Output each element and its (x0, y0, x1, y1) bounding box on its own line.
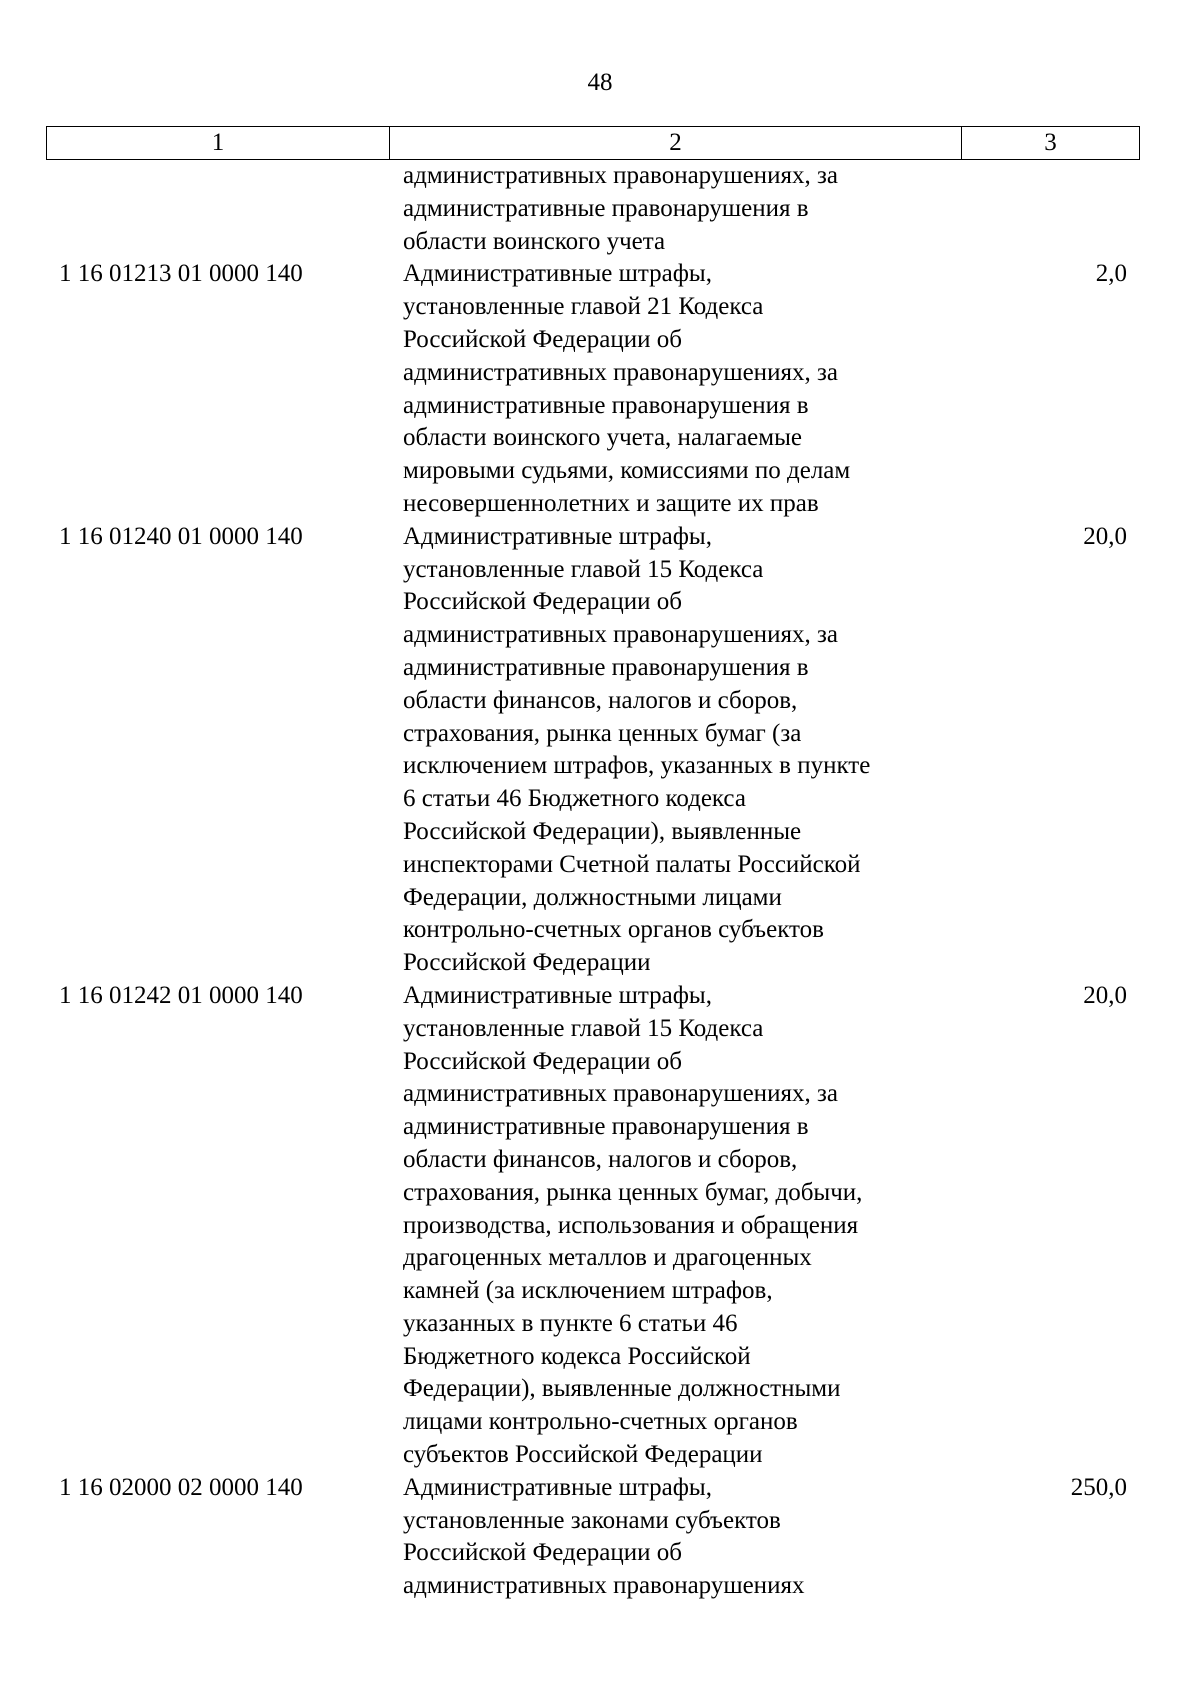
description-line: Административные штрафы, (403, 522, 712, 550)
page-number: 48 (587, 69, 613, 96)
description-line: административных правонарушениях (403, 1572, 805, 1600)
income-code: 1 16 01213 01 0000 140 (59, 260, 303, 288)
description-line: Административные штрафы, (403, 1473, 712, 1501)
description-line: производства, использования и обращения (403, 1211, 859, 1239)
description-line: драгоценных металлов и драгоценных (403, 1244, 812, 1272)
description-line: установленные главой 15 Кодекса (403, 1014, 764, 1042)
description-line: 6 статьи 46 Бюджетного кодекса (403, 785, 746, 813)
income-code: 1 16 01240 01 0000 140 (59, 522, 303, 550)
income-description (389, 258, 961, 520)
income-description (389, 980, 961, 1472)
description-line: Российской Федерации), выявленные (403, 817, 802, 845)
income-description (389, 160, 961, 258)
description-line: административные правонарушения в (403, 1113, 809, 1141)
table-row (46, 160, 1139, 258)
description-line: установленные законами субъектов (403, 1506, 781, 1534)
amount: 250,0 (1070, 1473, 1127, 1501)
description-line: субъектов Российской Федерации (403, 1441, 763, 1469)
table-row (46, 521, 1139, 980)
description-line: Российской Федерации об (403, 1047, 682, 1075)
description-line: страхования, рынка ценных бумаг (за (403, 719, 802, 747)
description-line: Административные штрафы, (403, 981, 712, 1009)
description-line: административные правонарушения в (403, 391, 809, 419)
description-line: административных правонарушениях, за (403, 1080, 838, 1108)
table-body (46, 160, 1139, 1603)
description-line: Российской Федерации (403, 949, 651, 977)
description-line: Административные штрафы, (403, 260, 712, 288)
amount (961, 160, 1139, 258)
table-row (46, 1472, 1139, 1603)
description-line: мировыми судьями, комиссиями по делам (403, 457, 851, 485)
income-description (389, 521, 961, 980)
description-line: области финансов, налогов и сборов, (403, 1145, 798, 1173)
description-line: установленные главой 21 Кодекса (403, 293, 764, 321)
description-line: административных правонарушениях, за (403, 621, 838, 649)
description-line: исключением штрафов, указанных в пункте (403, 752, 871, 780)
description-line: административных правонарушениях, за (403, 162, 838, 189)
description-line: административные правонарушения в (403, 194, 809, 222)
table-header (46, 126, 1140, 160)
description-line: Российской Федерации об (403, 1539, 682, 1567)
description-line: Российской Федерации об (403, 325, 682, 353)
column-header-3: 3 (962, 127, 1140, 160)
description-line: указанных в пункте 6 статьи 46 (403, 1309, 738, 1337)
description-line: Федерации, должностными лицами (403, 883, 782, 911)
description-line: области воинского учета (403, 227, 666, 255)
description-line: Бюджетного кодекса Российской (403, 1342, 751, 1370)
description-line: камней (за исключением штрафов, (403, 1277, 773, 1305)
description-line: контрольно-счетных органов субъектов (403, 916, 824, 944)
description-line: несовершеннолетних и защите их прав (403, 489, 819, 517)
description-line: страхования, рынка ценных бумаг, добычи, (403, 1178, 863, 1206)
amount: 20,0 (1083, 522, 1127, 550)
description-line: лицами контрольно-счетных органов (403, 1408, 798, 1436)
table-row (46, 980, 1139, 1472)
description-line: инспекторами Счетной палаты Российской (403, 850, 861, 878)
description-line: области воинского учета, налагаемые (403, 424, 802, 452)
column-header-1: 1 (47, 127, 390, 160)
description-line: установленные главой 15 Кодекса (403, 555, 764, 583)
amount: 20,0 (1083, 981, 1127, 1009)
description-line: административных правонарушениях, за (403, 358, 838, 386)
amount: 2,0 (1095, 260, 1127, 288)
description-line: Федерации), выявленные должностными (403, 1375, 841, 1403)
income-description (389, 1472, 961, 1603)
table-row (46, 258, 1139, 520)
column-header-2: 2 (390, 127, 962, 160)
income-code (46, 160, 389, 258)
description-line: административные правонарушения в (403, 653, 809, 681)
income-code: 1 16 02000 02 0000 140 (59, 1473, 303, 1501)
income-code: 1 16 01242 01 0000 140 (59, 981, 303, 1009)
description-line: Российской Федерации об (403, 588, 682, 616)
description-line: области финансов, налогов и сборов, (403, 686, 798, 714)
